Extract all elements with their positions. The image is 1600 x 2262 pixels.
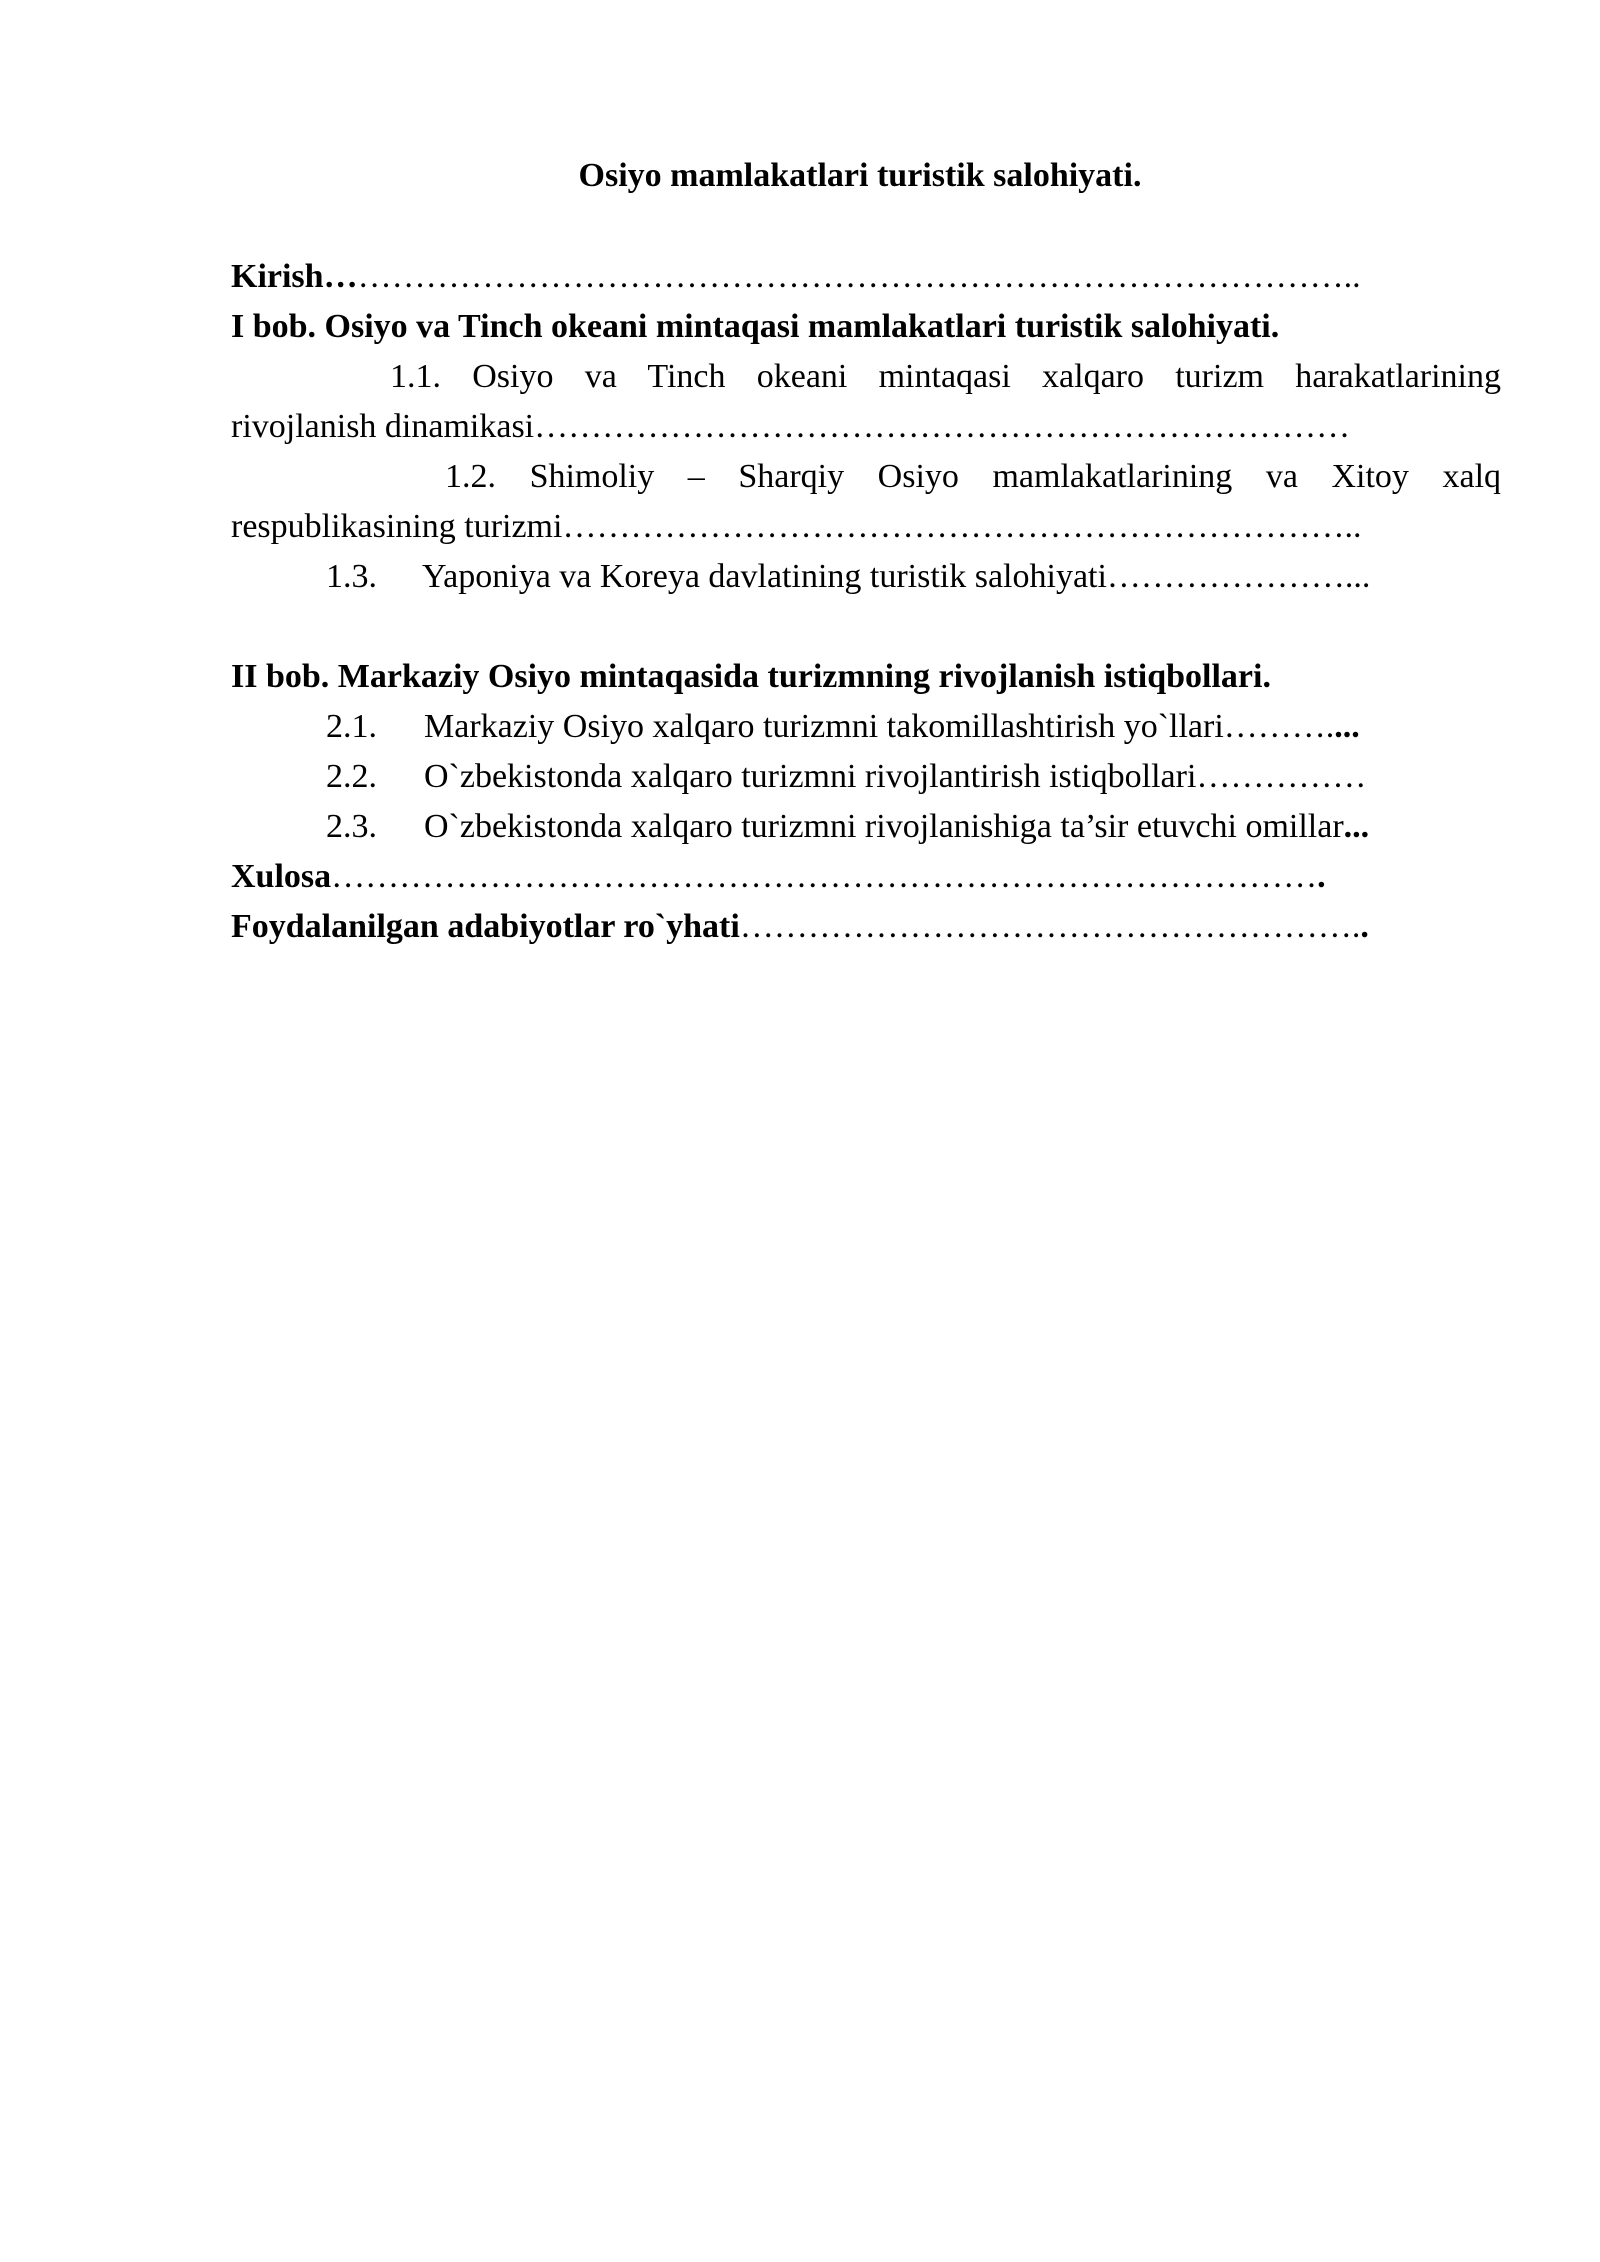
toc-foydalanilgan-dots: ………………………………………………. [739,908,1361,945]
toc-section-2-1 [231,702,1501,752]
toc-section-2-2-number: 2.2. [326,758,377,795]
toc-section-1-3-text: Yaponiya va Koreya davlatining turistik salohiyati…………………... [422,558,1371,595]
toc-foydalanilgan-tail: . [1360,908,1369,945]
toc-section-1-3 [231,552,1501,602]
toc-section-1-1-number: 1.1. [390,358,441,395]
toc-entry-xulosa [231,852,1501,902]
toc-section-2-1-tail: ... [1334,708,1360,745]
toc-section-1-3-number: 1.3. [326,558,377,595]
toc-section-2-2 [231,752,1501,802]
toc-section-1-1-text: Osiyo va Tinch okeani mintaqasi xalqaro turizm harakatlarining [472,358,1502,395]
toc-section-2-1-number: 2.1. [326,708,377,745]
toc-section-1-2-line2: respublikasining turizmi…………………………………………………………….. [231,508,1362,545]
document-title: Osiyo mamlakatlari turistik salohiyati. [578,157,1142,194]
toc-section-2-3-number: 2.3. [326,808,377,845]
toc-xulosa-tail: . [1317,858,1326,895]
toc-section-1-1-line2: rivojlanish dinamikasi……………………………………………………………… [231,408,1351,445]
toc-section-1-2-line1 [231,452,1501,502]
toc-xulosa-label: Xulosa [231,858,332,895]
toc-foydalanilgan-label: Foydalanilgan adabiyotlar ro`yhati [231,908,740,945]
toc-xulosa-dots: …………………………………………………………………………… [331,858,1318,895]
toc-section-2-3-text: O`zbekistonda xalqaro turizmni rivojlanishiga ta’sir etuvchi omillar [424,808,1344,845]
toc-spacer [231,602,1501,652]
toc-kirish-label: Kirish… [231,258,358,295]
toc-section-1-2-text: Shimoliy – Sharqiy Osiyo mamlakatlarining va Xitoy xalq [529,458,1502,495]
toc-entry-foydalanilgan [231,902,1501,952]
toc-section-2-1-text: Markaziy Osiyo xalqaro turizmni takomillashtirish yo`llari………. [424,708,1335,745]
toc-kirish-dots: …………………………………………………………………………….. [357,258,1361,295]
toc-section-2-3 [231,802,1501,852]
toc-section-1-1-line1 [231,352,1501,402]
table-of-contents [231,252,1501,952]
toc-section-2-2-text: O`zbekistonda xalqaro turizmni rivojlantirish istiqbollari…………… [424,758,1367,795]
toc-entry-kirish [231,252,1501,302]
toc-section-2-3-tail: ... [1343,808,1370,845]
toc-section-1-2-number: 1.2. [445,458,496,495]
chapter-1-title: I bob. Osiyo va Tinch okeani mintaqasi mamlakatlari turistik salohiyati. [231,308,1280,345]
chapter-2-title: II bob. Markaziy Osiyo mintaqasida turizmning rivojlanish istiqbollari. [231,658,1271,695]
